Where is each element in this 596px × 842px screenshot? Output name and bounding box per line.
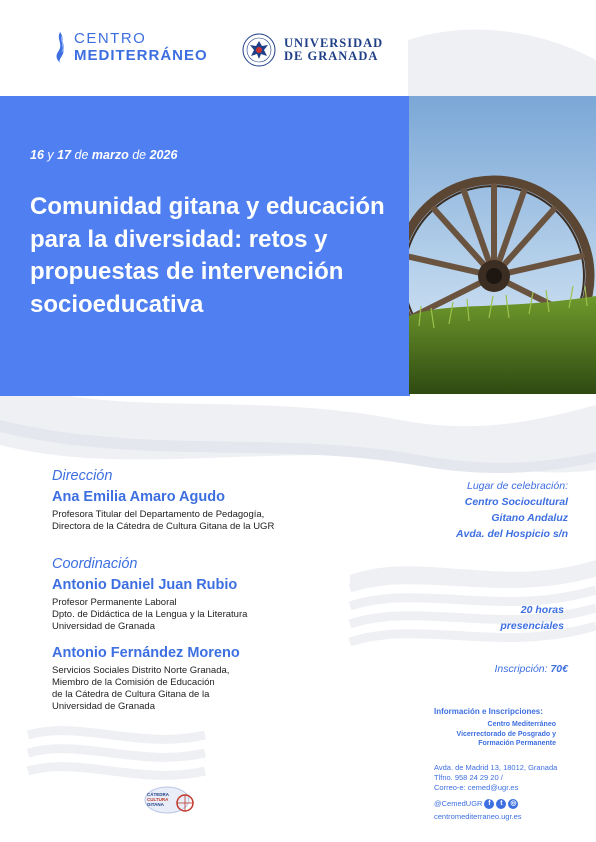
contact-email[interactable]: Correo-e: cemed@ugr.es — [434, 783, 519, 792]
hours-line2: presenciales — [500, 620, 564, 632]
date-year: 2026 — [149, 148, 178, 162]
direccion-line: Directora de la Cátedra de Cultura Gitana de la UGR — [52, 521, 275, 532]
venue-line: Centro Sociocultural — [464, 496, 568, 508]
contact-org-line: Formación Permanente — [478, 740, 556, 747]
date-month: marzo — [91, 148, 129, 162]
centro-mediterraneo-logo[interactable] — [52, 30, 208, 64]
fee-label: Inscripción: — [494, 663, 548, 675]
instagram-icon[interactable]: ◎ — [510, 800, 517, 807]
contact-org-line: Vicerrectorado de Posgrado y — [456, 730, 556, 738]
date-de2: de — [132, 148, 147, 162]
catedra-line3: GITANA — [147, 802, 164, 807]
coordinator-2-line: Servicios Sociales Distrito Norte Granada, — [52, 665, 230, 676]
fee-value: 70€ — [550, 663, 568, 675]
contact-details — [434, 763, 557, 793]
direccion-line: Profesora Titular del Departamento de Pedagogía, — [52, 509, 265, 520]
contact-org — [396, 720, 556, 749]
catedra-line1: CÁTEDRA — [147, 792, 169, 797]
venue-block — [368, 478, 568, 542]
date-and: y — [47, 148, 54, 162]
twitter-icon[interactable]: t — [496, 799, 506, 809]
ugr-seal-icon — [242, 33, 276, 67]
ugr-line2: DE GRANADA — [284, 49, 379, 63]
date-day2: 17 — [57, 148, 72, 162]
coordinator-2-line: Universidad de Granada — [52, 701, 155, 712]
facebook-icon[interactable]: f — [484, 799, 494, 809]
centro-line2: MEDITERRÁNEO — [74, 47, 208, 64]
contact-org-line: Centro Mediterráneo — [487, 721, 556, 728]
contact-address: Avda. de Madrid 13, 18012, Granada — [434, 763, 558, 772]
coordinator-1-name: Antonio Daniel Juan Rubio — [52, 577, 238, 593]
ugr-line1: UNIVERSIDAD — [284, 36, 384, 50]
hours-line1: 20 horas — [520, 604, 564, 616]
website-link[interactable]: centromediterraneo.ugr.es — [434, 812, 522, 821]
direccion-description — [52, 509, 274, 533]
universidad-granada-logo[interactable] — [242, 33, 383, 67]
venue-line: Avda. del Hospicio s/n — [455, 528, 568, 540]
catedra-cultura-gitana-logo[interactable] — [143, 785, 195, 815]
coordinator-2-line: de la Cátedra de Cultura Gitana de la — [52, 689, 210, 700]
fee-block — [418, 661, 568, 677]
contact-heading: Información e Inscripciones: — [434, 707, 543, 716]
date-de1: de — [74, 148, 89, 162]
venue-label: Lugar de celebración: — [467, 480, 568, 492]
coordinator-2-description — [52, 665, 229, 713]
coordinator-1-line: Profesor Permanente Laboral — [52, 597, 177, 608]
wagon-wheel-photo — [409, 96, 596, 394]
social-handle[interactable]: @CemedUGR — [434, 799, 483, 808]
hours-block — [414, 602, 564, 634]
centro-line1: CENTRO — [74, 30, 147, 47]
contact-phone[interactable]: Tlfno. 958 24 29 20 / — [434, 773, 503, 782]
coordinator-1-description — [52, 597, 247, 633]
catedra-line2: CULTURA — [147, 797, 169, 802]
coordinator-2-name: Antonio Fernández Moreno — [52, 645, 240, 661]
right-stripes-band — [350, 560, 596, 590]
coordinator-2-line: Miembro de la Comisión de Educación — [52, 677, 215, 688]
direccion-name: Ana Emilia Amaro Agudo — [52, 489, 225, 505]
direccion-heading: Dirección — [52, 468, 113, 484]
catedra-logo-text — [147, 792, 169, 807]
date-day1: 16 — [30, 148, 44, 162]
event-date — [30, 148, 177, 162]
course-title: Comunidad gitana y educación para la diversidad: retos y propuestas de intervención socioeducativa — [30, 193, 385, 318]
coordinator-1-line: Dpto. de Didáctica de la Lengua y la Literatura — [52, 609, 248, 620]
coordinacion-heading: Coordinación — [52, 556, 138, 572]
venue-line: Gitano Andaluz — [491, 512, 568, 524]
social-row — [434, 799, 518, 809]
flame-icon — [52, 30, 68, 64]
coordinator-1-line: Universidad de Granada — [52, 621, 155, 632]
left-stripes — [28, 731, 205, 776]
